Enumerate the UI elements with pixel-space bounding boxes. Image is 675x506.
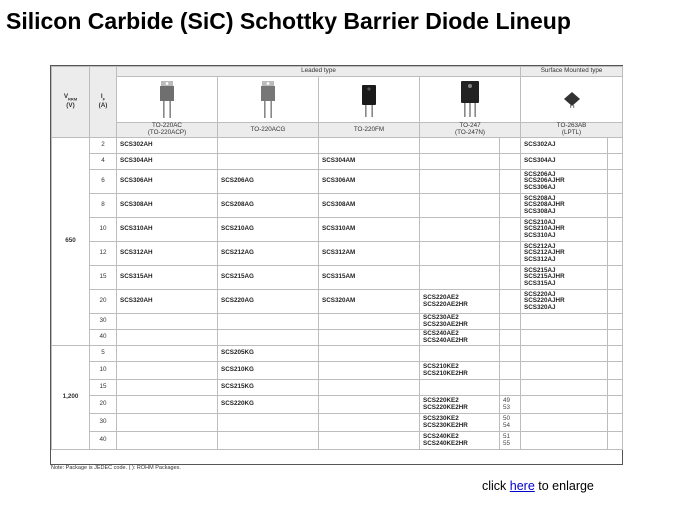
spacer-cell bbox=[608, 432, 623, 450]
table-row bbox=[52, 138, 623, 154]
to220acg-part-cell bbox=[218, 314, 319, 330]
to263ab-package-cell bbox=[521, 77, 623, 123]
to263ab-part-cell bbox=[521, 380, 608, 396]
to247-part-cell bbox=[420, 194, 500, 218]
to247-mark-cell bbox=[500, 380, 521, 396]
to247-mark-cell bbox=[500, 290, 521, 314]
to220fm-part-cell bbox=[319, 362, 420, 380]
to220ac-package-cell bbox=[117, 77, 218, 123]
to263ab-part-cell bbox=[521, 362, 608, 380]
spacer-cell bbox=[608, 362, 623, 380]
to247-mark-cell bbox=[500, 266, 521, 290]
to220acg-part-cell: SCS220KG bbox=[218, 396, 319, 414]
to220fm-part-cell: SCS308AM bbox=[319, 194, 420, 218]
to247-part-cell bbox=[420, 138, 500, 154]
to220ac-part-cell: SCS302AH bbox=[117, 138, 218, 154]
to263ab-part-cell: SCS302AJ bbox=[521, 138, 608, 154]
table-row bbox=[52, 414, 623, 432]
to220ac-part-cell bbox=[117, 314, 218, 330]
table-row bbox=[52, 154, 623, 170]
to263ab-part-cell bbox=[521, 432, 608, 450]
to247-mark-cell bbox=[500, 346, 521, 362]
to220fm-part-cell bbox=[319, 330, 420, 346]
to220fm-package-cell bbox=[319, 77, 420, 123]
to220acg-part-cell: SCS210KG bbox=[218, 362, 319, 380]
to220fm-part-cell: SCS306AM bbox=[319, 170, 420, 194]
table-row bbox=[52, 290, 623, 314]
spacer-cell bbox=[608, 266, 623, 290]
table-row bbox=[52, 218, 623, 242]
current-cell: 40 bbox=[90, 330, 117, 346]
to220fm-part-cell bbox=[319, 380, 420, 396]
to220fm-package-icon bbox=[359, 81, 379, 119]
to263ab-part-cell: SCS208AJ SCS208AJHR SCS308AJ bbox=[521, 194, 608, 218]
table-row bbox=[52, 362, 623, 380]
current-cell: 20 bbox=[90, 396, 117, 414]
to220ac-part-cell bbox=[117, 396, 218, 414]
to263ab-part-cell: SCS206AJ SCS206AJHR SCS306AJ bbox=[521, 170, 608, 194]
to263ab-part-cell: SCS304AJ bbox=[521, 154, 608, 170]
spacer-cell bbox=[608, 218, 623, 242]
to220acg-part-cell: SCS205KG bbox=[218, 346, 319, 362]
to220acg-package-cell bbox=[218, 77, 319, 123]
to220fm-part-cell bbox=[319, 432, 420, 450]
to247-mark-cell: 50 54 bbox=[500, 414, 521, 432]
table-row bbox=[52, 380, 623, 396]
to220acg-part-cell: SCS208AG bbox=[218, 194, 319, 218]
to247-part-cell bbox=[420, 154, 500, 170]
lineup-table-body bbox=[52, 138, 623, 450]
to220fm-part-cell bbox=[319, 314, 420, 330]
to220acg-part-cell: SCS215AG bbox=[218, 266, 319, 290]
package-name-to220acg: TO-220ACG bbox=[218, 123, 319, 138]
to220fm-part-cell bbox=[319, 396, 420, 414]
enlarge-prefix-text: click bbox=[482, 479, 510, 493]
to247-part-cell bbox=[420, 242, 500, 266]
to247-part-cell: SCS230AE2 SCS230AE2HR bbox=[420, 314, 500, 330]
to220acg-part-cell bbox=[218, 330, 319, 346]
to247-mark-cell: 51 55 bbox=[500, 432, 521, 450]
to247-part-cell bbox=[420, 346, 500, 362]
to220ac-part-cell: SCS304AH bbox=[117, 154, 218, 170]
to220fm-part-cell: SCS320AM bbox=[319, 290, 420, 314]
current-cell: 10 bbox=[90, 218, 117, 242]
to247-mark-cell bbox=[500, 242, 521, 266]
to220acg-part-cell: SCS215KG bbox=[218, 380, 319, 396]
current-cell: 30 bbox=[90, 314, 117, 330]
to247-part-cell bbox=[420, 380, 500, 396]
current-cell: 4 bbox=[90, 154, 117, 170]
to247-mark-cell bbox=[500, 194, 521, 218]
to247-mark-cell bbox=[500, 170, 521, 194]
to263ab-part-cell: SCS212AJ SCS212AJHR SCS312AJ bbox=[521, 242, 608, 266]
package-name-to220fm: TO-220FM bbox=[319, 123, 420, 138]
to220ac-part-cell: SCS306AH bbox=[117, 170, 218, 194]
table-row bbox=[52, 314, 623, 330]
to247-mark-cell bbox=[500, 314, 521, 330]
to263ab-part-cell: SCS220AJ SCS220AJHR SCS320AJ bbox=[521, 290, 608, 314]
to220acg-part-cell: SCS210AG bbox=[218, 218, 319, 242]
to247-part-cell: SCS210KE2 SCS210KE2HR bbox=[420, 362, 500, 380]
package-name-to263ab: TO-263AB (LPTL) bbox=[521, 123, 623, 138]
table-row bbox=[52, 242, 623, 266]
to220fm-part-cell: SCS310AM bbox=[319, 218, 420, 242]
to263ab-part-cell bbox=[521, 330, 608, 346]
if-header: $I_F$ (A) bbox=[90, 67, 117, 138]
to247-part-cell: SCS220AE2 SCS220AE2HR bbox=[420, 290, 500, 314]
to247-mark-cell bbox=[500, 330, 521, 346]
vrrm-header: $V_{RRM}$ (V) bbox=[52, 67, 90, 138]
to220fm-part-cell: SCS312AM bbox=[319, 242, 420, 266]
to220ac-part-cell bbox=[117, 362, 218, 380]
to247-mark-cell bbox=[500, 154, 521, 170]
to220ac-package-icon bbox=[157, 81, 177, 119]
to220fm-part-cell bbox=[319, 414, 420, 432]
to220ac-part-cell bbox=[117, 432, 218, 450]
to220acg-part-cell: SCS206AG bbox=[218, 170, 319, 194]
to220ac-part-cell: SCS315AH bbox=[117, 266, 218, 290]
to263ab-part-cell: SCS210AJ SCS210AJHR SCS310AJ bbox=[521, 218, 608, 242]
to220acg-part-cell bbox=[218, 154, 319, 170]
to247-mark-cell bbox=[500, 138, 521, 154]
spacer-cell bbox=[608, 330, 623, 346]
spacer-cell bbox=[608, 290, 623, 314]
current-cell: 8 bbox=[90, 194, 117, 218]
to220ac-part-cell: SCS320AH bbox=[117, 290, 218, 314]
current-cell: 12 bbox=[90, 242, 117, 266]
to220acg-package-icon bbox=[258, 81, 278, 119]
to220fm-part-cell: SCS304AM bbox=[319, 154, 420, 170]
enlarge-link[interactable]: here bbox=[509, 479, 535, 493]
to220ac-part-cell: SCS310AH bbox=[117, 218, 218, 242]
to220fm-part-cell bbox=[319, 138, 420, 154]
current-cell: 15 bbox=[90, 380, 117, 396]
to220ac-part-cell bbox=[117, 380, 218, 396]
to247-package-icon bbox=[459, 81, 481, 119]
current-cell: 2 bbox=[90, 138, 117, 154]
current-cell: 10 bbox=[90, 362, 117, 380]
package-name-to247: TO-247 (TO-247N) bbox=[420, 123, 521, 138]
to220ac-part-cell bbox=[117, 414, 218, 432]
to247-package-cell bbox=[420, 77, 521, 123]
table-note: Note: Package is JEDEC code. ( ): ROHM Packages. bbox=[51, 465, 181, 471]
to263ab-part-cell bbox=[521, 346, 608, 362]
to220ac-part-cell: SCS308AH bbox=[117, 194, 218, 218]
to220fm-part-cell bbox=[319, 346, 420, 362]
to247-part-cell: SCS240AE2 SCS240AE2HR bbox=[420, 330, 500, 346]
spacer-cell bbox=[608, 154, 623, 170]
table-row bbox=[52, 266, 623, 290]
page-title: Silicon Carbide (SiC) Schottky Barrier Diode Lineup bbox=[6, 8, 571, 34]
to263ab-part-cell bbox=[521, 414, 608, 432]
current-cell: 20 bbox=[90, 290, 117, 314]
enlarge-suffix-text: to enlarge bbox=[534, 479, 594, 493]
to220acg-part-cell bbox=[218, 414, 319, 432]
current-cell: 40 bbox=[90, 432, 117, 450]
to220ac-part-cell: SCS312AH bbox=[117, 242, 218, 266]
to247-part-cell: SCS220KE2 SCS220KE2HR bbox=[420, 396, 500, 414]
to220ac-part-cell bbox=[117, 346, 218, 362]
spacer-cell bbox=[608, 314, 623, 330]
spacer-cell bbox=[608, 414, 623, 432]
table-row bbox=[52, 396, 623, 414]
to220fm-part-cell: SCS315AM bbox=[319, 266, 420, 290]
to263ab-part-cell: SCS215AJ SCS215AJHR SCS315AJ bbox=[521, 266, 608, 290]
table-row bbox=[52, 170, 623, 194]
to220ac-part-cell bbox=[117, 330, 218, 346]
to263ab-package-icon bbox=[562, 90, 582, 110]
to263ab-part-cell bbox=[521, 396, 608, 414]
table-row bbox=[52, 432, 623, 450]
current-cell: 30 bbox=[90, 414, 117, 432]
surface-mounted-type-header: Surface Mounted type bbox=[521, 67, 623, 77]
to220acg-part-cell: SCS212AG bbox=[218, 242, 319, 266]
table-row bbox=[52, 330, 623, 346]
to247-part-cell bbox=[420, 266, 500, 290]
leaded-type-header: Leaded type bbox=[117, 67, 521, 77]
spacer-cell bbox=[608, 138, 623, 154]
current-cell: 5 bbox=[90, 346, 117, 362]
current-cell: 6 bbox=[90, 170, 117, 194]
to247-part-cell: SCS230KE2 SCS230KE2HR bbox=[420, 414, 500, 432]
package-name-to220ac: TO-220AC (TO-220ACP) bbox=[117, 123, 218, 138]
spacer-cell bbox=[608, 194, 623, 218]
current-cell: 15 bbox=[90, 266, 117, 290]
to263ab-part-cell bbox=[521, 314, 608, 330]
voltage-cell: 1,200 bbox=[52, 346, 90, 450]
voltage-cell: 650 bbox=[52, 138, 90, 346]
spacer-cell bbox=[608, 380, 623, 396]
to247-mark-cell bbox=[500, 218, 521, 242]
table-row bbox=[52, 346, 623, 362]
spacer-cell bbox=[608, 346, 623, 362]
to247-part-cell bbox=[420, 170, 500, 194]
to220acg-part-cell bbox=[218, 432, 319, 450]
to247-part-cell: SCS240KE2 SCS240KE2HR bbox=[420, 432, 500, 450]
to247-mark-cell bbox=[500, 362, 521, 380]
spacer-cell bbox=[608, 396, 623, 414]
spacer-cell bbox=[608, 242, 623, 266]
to220acg-part-cell bbox=[218, 138, 319, 154]
spacer-cell bbox=[608, 170, 623, 194]
to247-part-cell bbox=[420, 218, 500, 242]
lineup-table bbox=[51, 66, 623, 450]
to247-mark-cell: 49 53 bbox=[500, 396, 521, 414]
table-row bbox=[52, 194, 623, 218]
lineup-table-image[interactable] bbox=[50, 65, 623, 465]
to220acg-part-cell: SCS220AG bbox=[218, 290, 319, 314]
enlarge-prompt bbox=[482, 479, 594, 493]
